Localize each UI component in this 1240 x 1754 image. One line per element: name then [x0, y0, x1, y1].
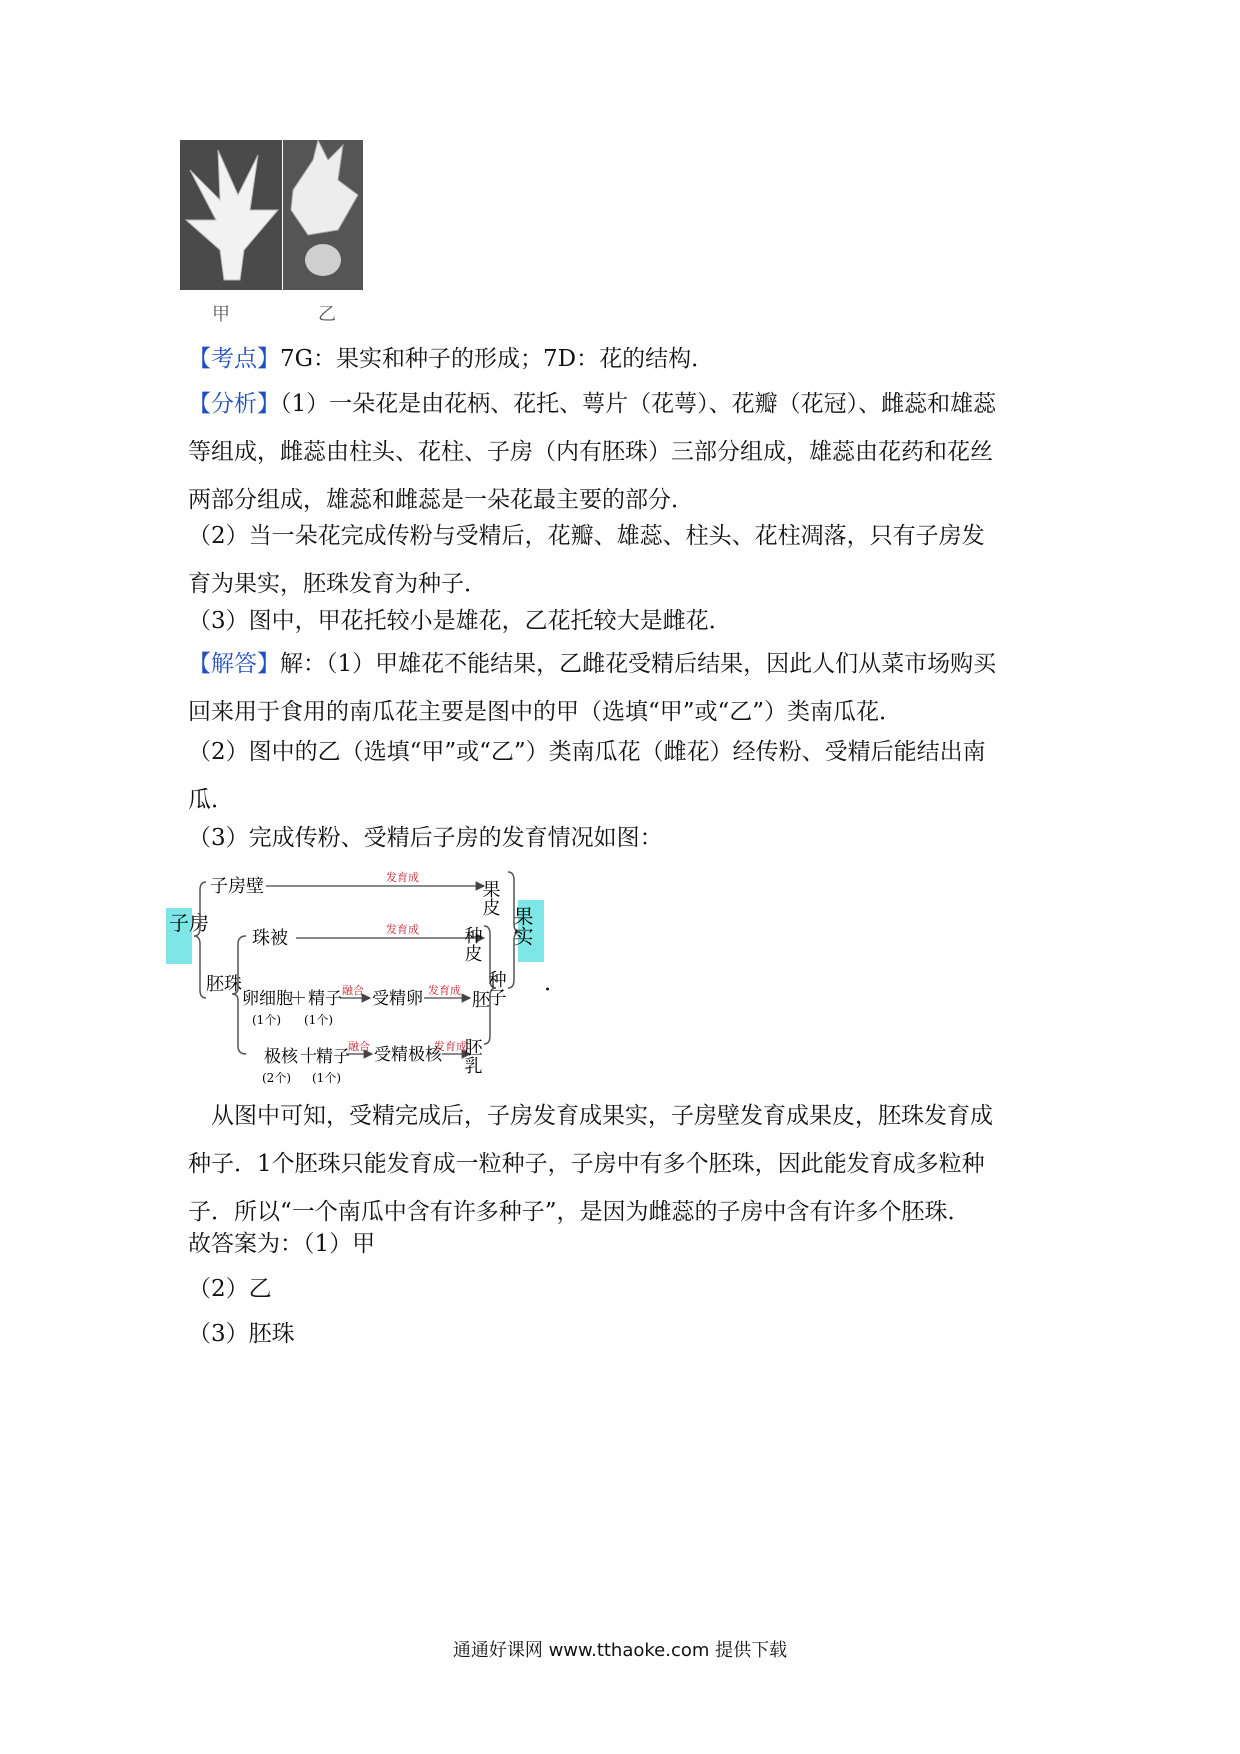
fenxi-paragraph — [188, 380, 1063, 524]
label-endosperm: 胚乳 — [461, 1038, 483, 1074]
jieda-tag: 【解答】 — [188, 651, 280, 677]
label-fuse-2: 融合 — [348, 1040, 370, 1053]
jieda-line-2: 回来用于食用的南瓜花主要是图中的甲（选填“甲”或“乙”）类南瓜花． — [188, 699, 903, 725]
male-flower-photo — [180, 140, 282, 290]
female-flower-graphic — [283, 140, 363, 290]
male-flower-graphic — [180, 140, 282, 290]
kaodian-paragraph — [188, 335, 1063, 383]
answer-line-3: （3）胚珠 — [188, 1321, 295, 1347]
label-seed: 种子 — [485, 970, 507, 1006]
jieda-point-3: （3）完成传粉、受精后子房的发育情况如图： — [188, 825, 663, 851]
fenxi-point-2: （2）当一朵花完成传粉与受精后，花瓣、雄蕊、柱头、花柱凋落，只有子房发 育为果实，胚珠发育为种子． — [188, 523, 985, 597]
label-polar-count: (2个) — [262, 1071, 291, 1085]
label-dev-3: 发育成 — [428, 984, 461, 997]
fenxi-point-3: （3）图中，甲花托较小是雄花，乙花托较大是雌花． — [188, 608, 732, 634]
label-fuse-1: 融合 — [342, 984, 364, 997]
label-fert-polar: 受精极核 — [374, 1045, 442, 1065]
label-pericarp: 果皮 — [479, 880, 501, 916]
label-dev-2: 发育成 — [386, 923, 419, 936]
label-sperm1-count: (1个) — [304, 1013, 333, 1027]
jieda-point-2: （2）图中的乙（选填“甲”或“乙”）类南瓜花（雌花）经传粉、受精后能结出南 瓜． — [188, 739, 986, 813]
label-ovary-1: 子房 — [169, 911, 209, 935]
label-egg: 卵细胞 — [242, 989, 293, 1009]
fenxi-line-1: 【分析】（1）一朵花是由花柄、花托、萼片（花萼）、花瓣（花冠）、雌蕊和雄蕊 — [188, 391, 997, 417]
conclusion-line-2: 种子．1个胚珠只能发育成一粒种子，子房中有多个胚珠，因此能发育成多粒种 — [188, 1151, 985, 1177]
page-footer: 通通好课网 www.tthaoke.com 提供下载 — [452, 1640, 788, 1661]
label-dev-1: 发育成 — [386, 871, 419, 884]
label-plus-2: 十 — [300, 1047, 317, 1067]
label-dev-4: 发育成 — [434, 1040, 467, 1053]
label-egg-count: (1个) — [252, 1013, 281, 1027]
label-fruit: 果实 — [510, 906, 534, 946]
label-embryo: 胚 — [472, 990, 490, 1011]
fenxi-tag: 【分析】 — [188, 391, 280, 417]
answer-block — [188, 1222, 1063, 1357]
label-seed-coat: 种皮 — [461, 926, 483, 962]
jieda-paragraph — [188, 640, 1063, 736]
label-sperm2-count: (1个) — [312, 1071, 341, 1085]
label-sperm-1: 精子 — [308, 989, 342, 1009]
diagram-trailing-period: ． — [544, 970, 567, 996]
label-sperm-2: 精子 — [316, 1047, 350, 1067]
label-integument: 珠被 — [252, 928, 288, 949]
answer-line-2: （2）乙 — [188, 1276, 272, 1302]
label-zygote: 受精卵 — [372, 989, 423, 1009]
label-plus-1: ＋ — [290, 989, 307, 1009]
ovary-development-diagram — [166, 860, 566, 1092]
caption-jia: 甲 — [212, 304, 230, 325]
fenxi-line-3: 两部分组成，雄蕊和雌蕊是一朵花最主要的部分． — [188, 487, 694, 513]
answer-line-1: 故答案为：（1）甲 — [188, 1231, 376, 1257]
kaodian-tag: 【考点】 — [188, 346, 280, 372]
female-flower-photo — [283, 140, 363, 290]
label-ovule: 胚珠 — [206, 974, 242, 995]
fenxi-line-2: 等组成，雌蕊由柱头、花柱、子房（内有胚珠）三部分组成，雄蕊由花药和花丝 — [188, 439, 993, 465]
label-polar: 极核 — [264, 1047, 298, 1067]
label-ovary-wall: 子房壁 — [210, 876, 264, 897]
conclusion-line-3: 子．所以“一个南瓜中含有许多种子”，是因为雌蕊的子房中含有许多个胚珠． — [188, 1199, 971, 1225]
caption-yi: 乙 — [318, 304, 336, 325]
conclusion-paragraph — [188, 1092, 1063, 1236]
kaodian-text: 7G：果实和种子的形成；7D：花的结构． — [280, 346, 715, 372]
conclusion-line-1: 从图中可知，受精完成后，子房发育成果实，子房壁发育成果皮，胚珠发育成 — [211, 1103, 993, 1129]
jieda-line-1: 【解答】解：（1）甲雄花不能结果，乙雌花受精后结果，因此人们从菜市场购买 — [188, 651, 997, 677]
